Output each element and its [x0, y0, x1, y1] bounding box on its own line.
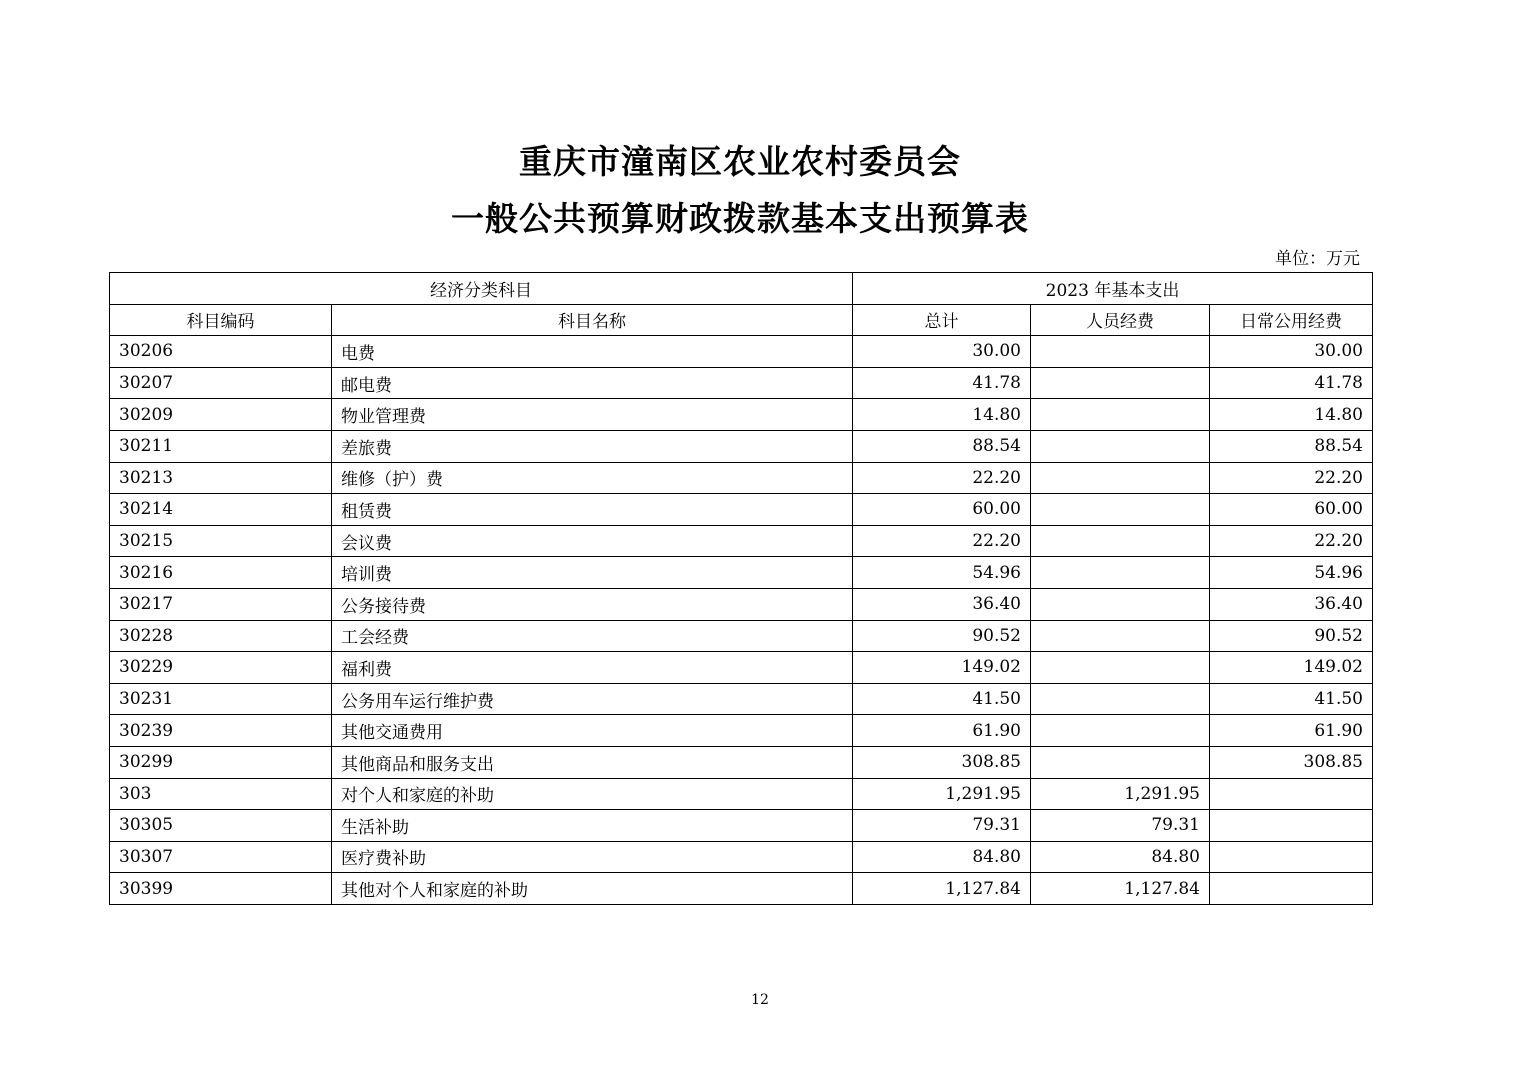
row-code: 30229 — [110, 652, 332, 684]
row-personnel — [1031, 746, 1210, 778]
row-public: 14.80 — [1210, 399, 1373, 431]
column-header-code: 科目编码 — [110, 304, 332, 336]
row-total: 36.40 — [853, 588, 1031, 620]
row-public: 61.90 — [1210, 715, 1373, 747]
row-total: 41.50 — [853, 683, 1031, 715]
table-row — [110, 715, 1373, 747]
row-public — [1210, 873, 1373, 905]
row-personnel — [1031, 336, 1210, 368]
row-total: 88.54 — [853, 430, 1031, 462]
row-public — [1210, 841, 1373, 873]
row-name: 医疗费补助 — [332, 841, 853, 873]
row-public — [1210, 810, 1373, 842]
row-personnel — [1031, 620, 1210, 652]
row-personnel — [1031, 430, 1210, 462]
row-total: 1,127.84 — [853, 873, 1031, 905]
header-basic-expense: 2023 年基本支出 — [853, 273, 1373, 305]
row-personnel — [1031, 557, 1210, 589]
row-personnel: 1,127.84 — [1031, 873, 1210, 905]
table-row — [110, 525, 1373, 557]
row-code: 30231 — [110, 683, 332, 715]
row-code: 30307 — [110, 841, 332, 873]
row-code: 30228 — [110, 620, 332, 652]
row-total: 90.52 — [853, 620, 1031, 652]
column-header-total: 总计 — [853, 304, 1031, 336]
table-row — [110, 588, 1373, 620]
row-total: 54.96 — [853, 557, 1031, 589]
row-code: 30217 — [110, 588, 332, 620]
column-header-personnel: 人员经费 — [1031, 304, 1210, 336]
row-public: 88.54 — [1210, 430, 1373, 462]
row-total: 308.85 — [853, 746, 1031, 778]
row-personnel — [1031, 494, 1210, 526]
row-personnel — [1031, 462, 1210, 494]
table-row — [110, 557, 1373, 589]
table-row — [110, 494, 1373, 526]
row-code: 30215 — [110, 525, 332, 557]
row-code: 30206 — [110, 336, 332, 368]
row-code: 30211 — [110, 430, 332, 462]
row-name: 维修（护）费 — [332, 462, 853, 494]
table-row — [110, 399, 1373, 431]
row-name: 会议费 — [332, 525, 853, 557]
row-public: 60.00 — [1210, 494, 1373, 526]
row-name: 租赁费 — [332, 494, 853, 526]
page-number: 12 — [751, 992, 769, 1008]
row-public: 41.78 — [1210, 367, 1373, 399]
row-name: 其他交通费用 — [332, 715, 853, 747]
row-name: 生活补助 — [332, 810, 853, 842]
table-body — [110, 336, 1373, 905]
row-total: 41.78 — [853, 367, 1031, 399]
row-name: 培训费 — [332, 557, 853, 589]
row-code: 30216 — [110, 557, 332, 589]
row-code: 303 — [110, 778, 332, 810]
header-group-row — [110, 273, 1373, 305]
column-header-public: 日常公用经费 — [1210, 304, 1373, 336]
document-title-line1: 重庆市潼南区农业农村委员会 — [519, 142, 961, 181]
table-row — [110, 462, 1373, 494]
table-row — [110, 367, 1373, 399]
row-total: 30.00 — [853, 336, 1031, 368]
row-name: 公务接待费 — [332, 588, 853, 620]
row-total: 60.00 — [853, 494, 1031, 526]
table-row — [110, 873, 1373, 905]
row-public: 30.00 — [1210, 336, 1373, 368]
row-code: 30209 — [110, 399, 332, 431]
table-row — [110, 841, 1373, 873]
row-total: 14.80 — [853, 399, 1031, 431]
row-personnel — [1031, 588, 1210, 620]
row-name: 其他对个人和家庭的补助 — [332, 873, 853, 905]
header-column-row — [110, 304, 1373, 336]
header-economic-category: 经济分类科目 — [110, 273, 853, 305]
row-public: 22.20 — [1210, 525, 1373, 557]
row-personnel: 84.80 — [1031, 841, 1210, 873]
row-name: 其他商品和服务支出 — [332, 746, 853, 778]
row-name: 工会经费 — [332, 620, 853, 652]
column-header-name: 科目名称 — [332, 304, 853, 336]
row-public: 308.85 — [1210, 746, 1373, 778]
table-row — [110, 336, 1373, 368]
table-row — [110, 778, 1373, 810]
row-personnel — [1031, 367, 1210, 399]
row-total: 1,291.95 — [853, 778, 1031, 810]
table-row — [110, 746, 1373, 778]
row-public: 22.20 — [1210, 462, 1373, 494]
row-total: 22.20 — [853, 462, 1031, 494]
row-code: 30214 — [110, 494, 332, 526]
row-name: 物业管理费 — [332, 399, 853, 431]
row-name: 公务用车运行维护费 — [332, 683, 853, 715]
row-name: 对个人和家庭的补助 — [332, 778, 853, 810]
row-personnel: 1,291.95 — [1031, 778, 1210, 810]
row-code: 30207 — [110, 367, 332, 399]
row-personnel: 79.31 — [1031, 810, 1210, 842]
row-total: 149.02 — [853, 652, 1031, 684]
row-personnel — [1031, 652, 1210, 684]
table-row — [110, 652, 1373, 684]
row-name: 福利费 — [332, 652, 853, 684]
row-public: 54.96 — [1210, 557, 1373, 589]
row-public: 41.50 — [1210, 683, 1373, 715]
row-name: 邮电费 — [332, 367, 853, 399]
row-total: 22.20 — [853, 525, 1031, 557]
row-name: 电费 — [332, 336, 853, 368]
row-code: 30213 — [110, 462, 332, 494]
row-total: 84.80 — [853, 841, 1031, 873]
row-total: 79.31 — [853, 810, 1031, 842]
row-personnel — [1031, 715, 1210, 747]
row-personnel — [1031, 399, 1210, 431]
row-personnel — [1031, 525, 1210, 557]
table-row — [110, 430, 1373, 462]
table-row — [110, 683, 1373, 715]
row-personnel — [1031, 683, 1210, 715]
row-name: 差旅费 — [332, 430, 853, 462]
row-total: 61.90 — [853, 715, 1031, 747]
row-public: 36.40 — [1210, 588, 1373, 620]
row-public — [1210, 778, 1373, 810]
row-code: 30399 — [110, 873, 332, 905]
unit-label: 单位：万元 — [1275, 249, 1360, 269]
row-public: 149.02 — [1210, 652, 1373, 684]
row-code: 30239 — [110, 715, 332, 747]
document-title-line2: 一般公共预算财政拨款基本支出预算表 — [451, 199, 1029, 238]
table-row — [110, 620, 1373, 652]
row-code: 30299 — [110, 746, 332, 778]
table-row — [110, 810, 1373, 842]
row-public: 90.52 — [1210, 620, 1373, 652]
budget-table — [109, 272, 1373, 905]
row-code: 30305 — [110, 810, 332, 842]
